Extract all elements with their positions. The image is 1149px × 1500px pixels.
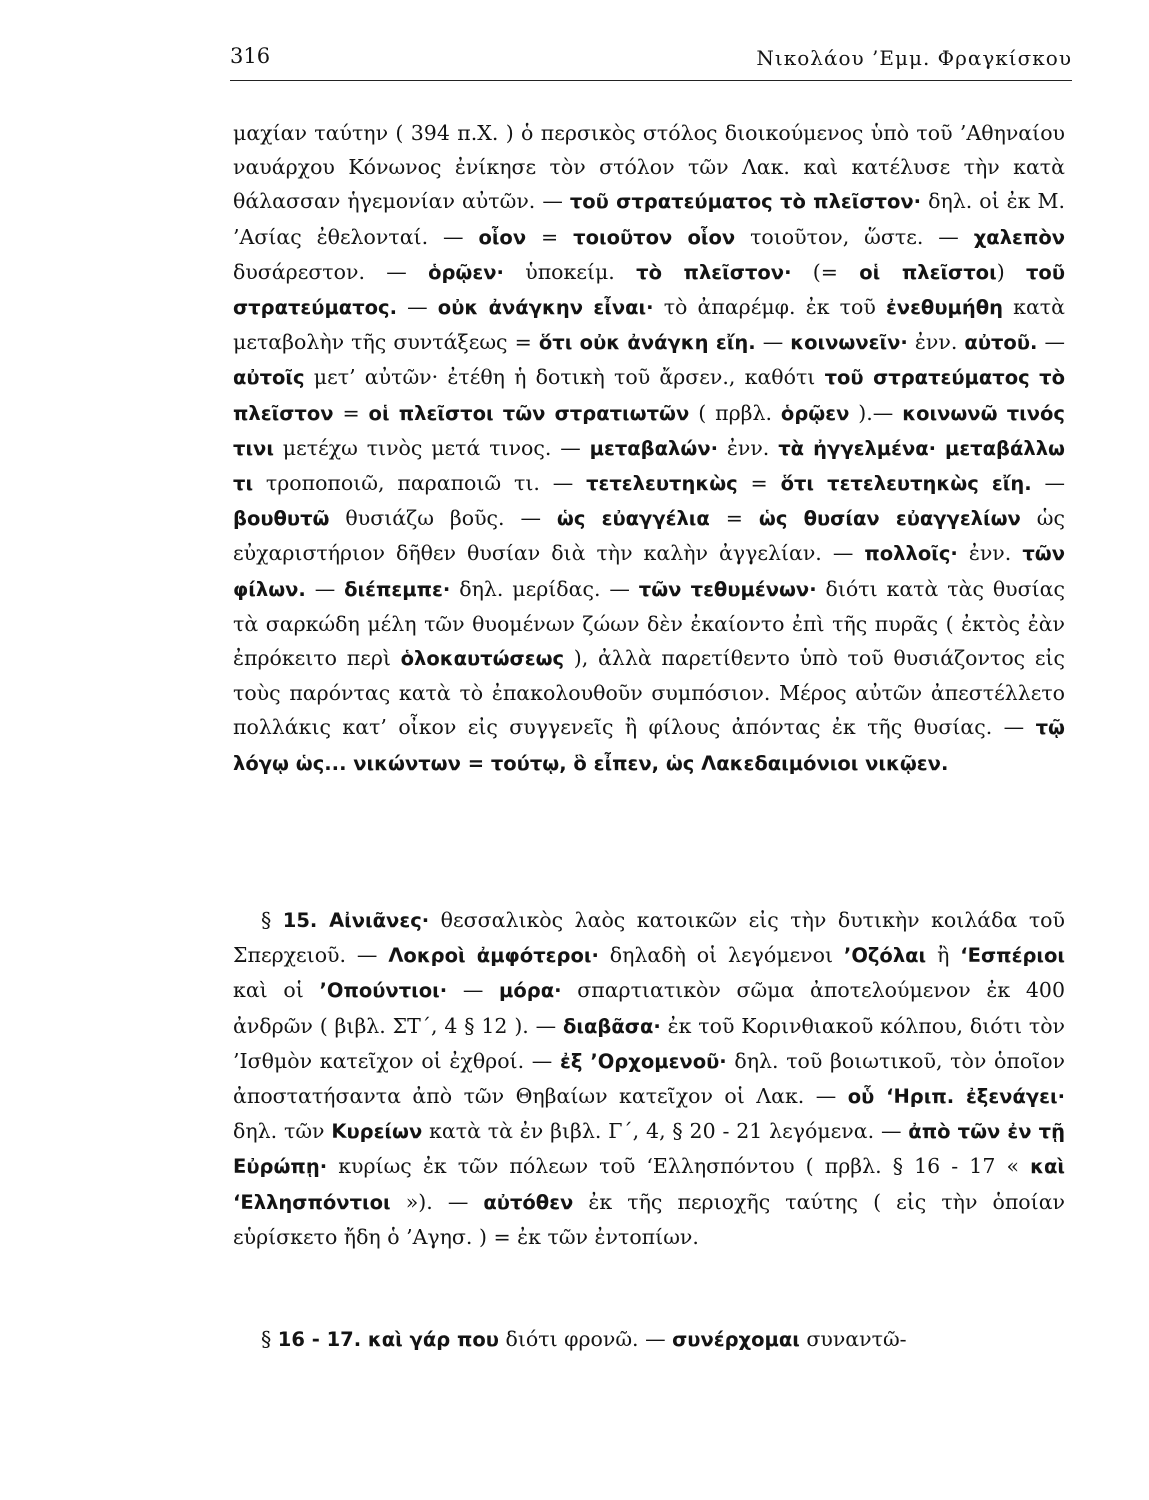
commentary-text: τὸ ἀπαρέμφ. ἐκ τοῦ — [653, 295, 886, 320]
commentary-text: ἢ — [926, 943, 961, 968]
lemma-term: τοῦ στρατεύματος. — [233, 260, 1065, 320]
commentary-text: τοιοῦτον, ὥστε. — — [735, 224, 974, 249]
lemma-term: ’Οζόλαι — [843, 944, 927, 968]
commentary-text: κατὰ μεταβολὴν τῆς συντάξεως = — [233, 295, 1065, 355]
lemma-term: καὶ ‘Ελλησπόντιοι — [233, 1155, 1065, 1214]
commentary-text: σπαρτιατικὸν σῶμα ἀποτελούμενον ἐκ 400 ἀνδρῶν ( βιβλ. ΣΤ΄, 4 § 12 ). — — [233, 978, 1065, 1038]
commentary-text: — — [1031, 471, 1065, 496]
lemma-term: κοινωνεῖν· — [790, 331, 908, 355]
lemma-term: διέπεμπε· — [344, 577, 451, 601]
commentary-text: ὑποκείμ. — [503, 259, 637, 284]
commentary-text: ) — [996, 259, 1026, 284]
lemma-term: 16 - 17. καὶ γάρ που — [277, 1328, 499, 1351]
commentary-text: ).— — [849, 400, 903, 425]
lemma-term: αὐτόθεν — [483, 1190, 574, 1214]
commentary-text — [936, 436, 945, 460]
commentary-text: ἐνν. — [957, 541, 1023, 566]
commentary-text: μετέχω τινὸς μετά τινος. — — [273, 435, 590, 460]
lemma-term: τὰ ἠγγελμένα· — [778, 436, 937, 460]
running-head: Νικολάου ’Εμμ. Φραγκίσκου — [756, 46, 1072, 70]
lemma-term: ἐξ ’Ορχομενοῦ· — [559, 1049, 727, 1073]
lemma-term: οἱ πλεῖστοι τῶν στρατιωτῶν — [368, 401, 690, 425]
lemma-term: κοινωνῶ τινός τινι — [233, 401, 1065, 460]
lemma-term: ’Οπούντιοι· — [319, 979, 448, 1003]
commentary-paragraph-15 — [233, 903, 1065, 1254]
commentary-text: μαχίαν ταύτην ( 394 π.Χ. ) ὁ περσικὸς στόλος διοικούμενος ὑπὸ τοῦ ’Αθηναίου ναυάρχου Κόνωνος ἐνίκησε τὸν στόλον τῶν Λακ. καὶ κατέλυσε τὴν κατὰ θάλασσαν ἡγεμονίαν αὐτῶν. — — [233, 121, 1065, 214]
lemma-term: ὁρῷεν· — [428, 260, 504, 284]
commentary-text: δηλ. τοῦ βοιωτικοῦ, τὸν ὁποῖον ἀποστατήσαντα ἀπὸ τῶν Θηβαίων κατεῖχον οἱ Λακ. — — [233, 1048, 1066, 1109]
lemma-term: ὅτι οὐκ ἀνάγκη εἴη. — [538, 331, 756, 355]
lemma-term: Κυρείων — [331, 1120, 423, 1144]
lemma-term: ἐνεθυμήθη — [885, 296, 1004, 320]
commentary-text: »). — — [390, 1189, 484, 1214]
lemma-term: τετελευτηκὼς — [586, 472, 738, 496]
commentary-text: θεσσαλικὸς λαὸς κατοικῶν εἰς τὴν δυτικὴν κοιλάδα τοῦ Σπερχειοῦ. — — [233, 908, 1065, 968]
commentary-text: = — [709, 506, 759, 531]
page-number: 316 — [230, 44, 271, 68]
lemma-term: πολλοῖς· — [864, 542, 958, 566]
lemma-term: οἷον — [478, 225, 527, 249]
lemma-term: 15. Αἰνιᾶνες· — [282, 909, 430, 932]
lemma-term: Λοκροὶ ἀμφότεροι· — [388, 944, 599, 968]
lemma-term: μεταβάλλω τι — [233, 436, 1065, 496]
commentary-text: = — [333, 400, 369, 425]
lemma-term: οἱ πλεῖστοι — [859, 260, 997, 284]
lemma-term: ὁλοκαυτώσεως — [400, 647, 565, 671]
commentary-text: κυρίως ἐκ τῶν πόλεων τοῦ ‘Ελλησπόντου ( πρβλ. § 16 - 17 « — [327, 1154, 1031, 1179]
commentary-text: ), ἀλλὰ παρετίθεντο ὑπὸ τοῦ θυσιάζοντος εἰς τοὺς παρόντας κατὰ τὸ ἐπακολουθοῦν συμπόσιον. Μέρος αὐτῶν ἀπεστέλλετο πολλάκις κατ’ οἶκον εἰς συγγενεῖς ἢ φίλους ἀπόντας ἐκ τῆς θυσίας. — — [233, 646, 1065, 740]
lemma-term: τῶν τεθυμένων· — [638, 577, 817, 601]
lemma-term: βουθυτῶ — [233, 507, 330, 531]
lemma-term: τοῦ στρατεύματος τὸ πλεῖστον· — [569, 190, 922, 214]
commentary-text: τροποποιῶ, παραποιῶ τι. — — [253, 471, 587, 496]
lemma-term: ‘Εσπέριοι — [960, 944, 1065, 968]
commentary-text: κατὰ τὰ ἐν βιβλ. Γ΄, 4, § 20 - 21 λεγόμενα. — — [422, 1119, 909, 1144]
commentary-text: — — [1037, 330, 1065, 355]
commentary-text: = — [737, 471, 781, 496]
commentary-text: — — [447, 978, 500, 1003]
lemma-term: οὗ ‘Ηριπ. ἐξενάγει· — [847, 1085, 1065, 1109]
commentary-text: συναντῶ- — [799, 1327, 907, 1351]
commentary-text: — — [305, 576, 345, 601]
lemma-term: χαλεπὸν — [973, 225, 1065, 249]
lemma-term: ὡς θυσίαν εὐαγγελίων — [758, 507, 1021, 531]
lemma-term: τὸ πλεῖστον· — [636, 260, 792, 284]
commentary-text: ἐνν. — [907, 330, 965, 355]
commentary-text: § — [261, 1327, 278, 1351]
commentary-text: = — [526, 224, 574, 249]
lemma-term: τοιοῦτον οἷον — [573, 225, 736, 249]
lemma-term: αὐτοῦ. — [964, 331, 1038, 355]
commentary-text: ἐκ τοῦ Κορινθιακοῦ κόλπου, διότι τὸν ’Ισθμὸν κατεῖχον οἱ ἐχθροί. — — [233, 1013, 1065, 1073]
lemma-term: συνέρχομαι — [672, 1328, 800, 1351]
commentary-text: ( πρβλ. — [689, 400, 781, 425]
lemma-term: ὁρῷεν — [780, 401, 850, 425]
commentary-text: ἐκ τῆς περιοχῆς ταύτης ( εἰς τὴν ὁποίαν εὑρίσκετο ἤδη ὁ ’Αγησ. ) = ἐκ τῶν ἐντοπίων. — [233, 1189, 1065, 1249]
commentary-text: ἐνν. — [718, 435, 779, 460]
commentary-text: διότι κατὰ τὰς θυσίας τὰ σαρκώδη μέλη τῶν θυομένων ζώων δὲν ἐκαίοντο ἐπὶ τῆς πυρᾶς ( ἐκτὸς ἐὰν ἐπρόκειτο περὶ — [233, 576, 1065, 671]
commentary-text: διότι φρονῶ. — — [498, 1327, 673, 1351]
commentary-text: καὶ οἱ — [233, 978, 320, 1003]
lemma-term: ὡς εὐαγγέλια — [556, 507, 710, 531]
commentary-text: δηλαδὴ οἱ λεγόμενοι — [598, 943, 844, 968]
commentary-text: δηλ. μερίδας. — — [450, 576, 639, 601]
commentary-text: — — [755, 330, 791, 355]
lemma-term: τῶν φίλων. — [233, 542, 1065, 601]
lemma-term: μόρα· — [499, 979, 562, 1003]
lemma-term: μεταβαλών· — [589, 436, 719, 460]
lemma-term: οὐκ ἀνάγκην εἶναι· — [437, 296, 654, 320]
lemma-term: ὅτι τετελευτηκὼς εἴη. — [780, 472, 1032, 496]
commentary-paragraph-1 — [233, 116, 1065, 781]
page-header — [230, 44, 1072, 81]
lemma-term: ἀπὸ τῶν ἐν τῇ Εὐρώπῃ· — [233, 1120, 1065, 1179]
commentary-text: θυσιάζω βοῦς. — — [329, 506, 557, 531]
commentary-text: δηλ. τῶν — [233, 1119, 332, 1144]
commentary-text: ὡς εὐχαριστήριον δῆθεν θυσίαν διὰ τὴν καλὴν ἀγγελίαν. — — [233, 506, 1065, 566]
commentary-text: § — [261, 908, 283, 932]
lemma-term: διαβᾶσα· — [563, 1014, 661, 1038]
commentary-paragraph-16-17 — [233, 1322, 1065, 1357]
lemma-term: αὐτοῖς — [233, 366, 305, 390]
commentary-text: δυσάρεστον. — — [233, 259, 429, 284]
lemma-term: τῷ λόγῳ ὡς... νικώντων = τούτῳ, ὃ εἶπεν, ὡς Λακεδαιμόνιοι νικῷεν. — [233, 716, 1065, 775]
commentary-text: (= — [791, 259, 860, 284]
commentary-text: δηλ. οἱ ἐκ Μ. ’Ασίας ἐθελονταί. — — [233, 189, 1065, 249]
commentary-text: μετ’ αὐτῶν· ἐτέθη ἡ δοτικὴ τοῦ ἄρσεν., καθότι — [304, 365, 825, 390]
lemma-term: τοῦ στρατεύματος τὸ πλεῖστον — [233, 366, 1066, 425]
commentary-text: — — [397, 295, 438, 320]
